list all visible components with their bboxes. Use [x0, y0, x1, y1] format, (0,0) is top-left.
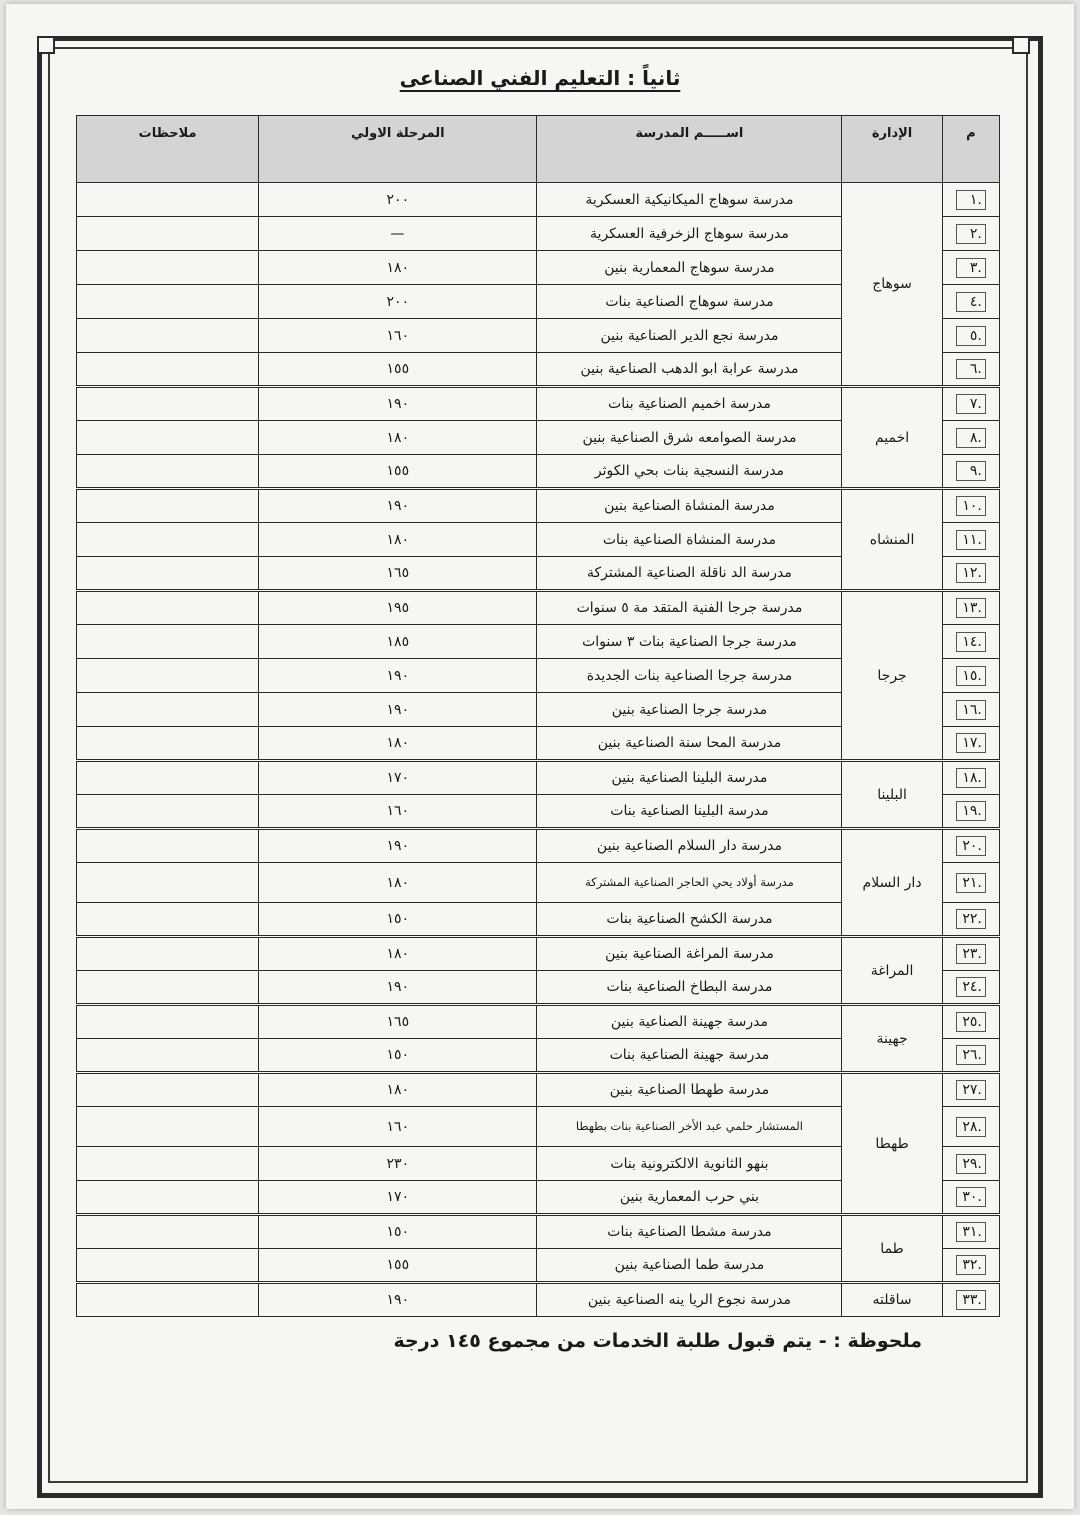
school-name: مدرسة اخميم الصناعية بنات	[537, 387, 842, 421]
stage-score: ١٨٠	[259, 251, 537, 285]
school-name: مدرسة دار السلام الصناعية بنين	[537, 829, 842, 863]
stage-score: ١٦٠	[259, 795, 537, 829]
table-row	[77, 1283, 1000, 1317]
notes-cell	[77, 1181, 259, 1215]
stage-score: ١٥٠	[259, 1215, 537, 1249]
row-number	[942, 971, 999, 1005]
row-number-box: .١٣	[956, 598, 986, 618]
school-name: مدرسة البطاخ الصناعية بنات	[537, 971, 842, 1005]
header-admin: الإدارة	[842, 116, 942, 183]
row-number-box: .٣	[956, 258, 986, 278]
admin-cell: دار السلام	[842, 829, 942, 937]
school-name: مدرسة سوهاج الصناعية بنات	[537, 285, 842, 319]
row-number	[942, 421, 999, 455]
row-number-box: .٢	[956, 224, 986, 244]
table-row	[77, 937, 1000, 971]
stage-score: ١٩٠	[259, 387, 537, 421]
notes-cell	[77, 387, 259, 421]
row-number-box: .٩	[956, 461, 986, 481]
row-number	[942, 557, 999, 591]
stage-score: ١٥٠	[259, 1039, 537, 1073]
stage-score: ١٦٥	[259, 1005, 537, 1039]
admin-cell: جهينة	[842, 1005, 942, 1073]
school-name: بني حرب المعمارية بنين	[537, 1181, 842, 1215]
school-name: مدرسة جرجا الصناعية بنات ٣ سنوات	[537, 625, 842, 659]
notes-cell	[77, 1005, 259, 1039]
row-number-box: .٢٨	[956, 1117, 986, 1137]
header-school: اســـــم المدرسة	[537, 116, 842, 183]
admin-cell: ساقلته	[842, 1283, 942, 1317]
row-number-box: .١٠	[956, 496, 986, 516]
row-number-box: .٣٠	[956, 1187, 986, 1207]
school-name: مدرسة جرجا الصناعية بنات الجديدة	[537, 659, 842, 693]
stage-score: ١٧٠	[259, 1181, 537, 1215]
row-number	[942, 795, 999, 829]
stage-score: ١٥٥	[259, 353, 537, 387]
stage-score: ١٦٠	[259, 1107, 537, 1147]
row-number	[942, 1039, 999, 1073]
stage-score: ١٩٠	[259, 489, 537, 523]
admin-cell: طما	[842, 1215, 942, 1283]
row-number-box: .٣١	[956, 1222, 986, 1242]
footer-note: ملحوظة : - يتم قبول طلبة الخدمات من مجموع ١٤٥ درجة	[393, 1330, 922, 1352]
row-number	[942, 455, 999, 489]
notes-cell	[77, 319, 259, 353]
school-name: مدرسة البلينا الصناعية بنات	[537, 795, 842, 829]
school-name: مدرسة البلينا الصناعية بنين	[537, 761, 842, 795]
row-number	[942, 1147, 999, 1181]
school-name: مدرسة النسجية بنات بحي الكوثر	[537, 455, 842, 489]
row-number-box: .١٢	[956, 563, 986, 583]
table-row	[77, 1005, 1000, 1039]
notes-cell	[77, 659, 259, 693]
stage-score: ١٨٥	[259, 625, 537, 659]
notes-cell	[77, 903, 259, 937]
row-number-box: .١	[956, 190, 986, 210]
school-name: مدرسة طهطا الصناعية بنين	[537, 1073, 842, 1107]
school-name: مدرسة سوهاج الميكانيكية العسكرية	[537, 183, 842, 217]
row-number-box: .٢٣	[956, 944, 986, 964]
stage-score: —	[259, 217, 537, 251]
row-number	[942, 1107, 999, 1147]
row-number-box: .٢٢	[956, 909, 986, 929]
notes-cell	[77, 863, 259, 903]
stage-score: ١٩٠	[259, 693, 537, 727]
stage-score: ٢٠٠	[259, 183, 537, 217]
row-number	[942, 903, 999, 937]
notes-cell	[77, 1107, 259, 1147]
notes-cell	[77, 421, 259, 455]
admin-cell: اخميم	[842, 387, 942, 489]
row-number	[942, 1249, 999, 1283]
notes-cell	[77, 795, 259, 829]
stage-score: ١٨٠	[259, 1073, 537, 1107]
table-header-row	[77, 116, 1000, 183]
stage-score: ٢٠٠	[259, 285, 537, 319]
notes-cell	[77, 591, 259, 625]
stage-score: ١٩٠	[259, 971, 537, 1005]
row-number	[942, 387, 999, 421]
row-number	[942, 625, 999, 659]
row-number	[942, 251, 999, 285]
table-row	[77, 489, 1000, 523]
school-name: مدرسة سوهاج الزخرفية العسكرية	[537, 217, 842, 251]
row-number	[942, 863, 999, 903]
row-number	[942, 937, 999, 971]
stage-score: ١٩٥	[259, 591, 537, 625]
row-number-box: .١٧	[956, 733, 986, 753]
row-number	[942, 659, 999, 693]
row-number	[942, 761, 999, 795]
row-number-box: .١٥	[956, 666, 986, 686]
stage-score: ١٥٠	[259, 903, 537, 937]
school-name: مدرسة عرابة ابو الدهب الصناعية بنين	[537, 353, 842, 387]
row-number-box: .٢٥	[956, 1012, 986, 1032]
table-row	[77, 761, 1000, 795]
row-number	[942, 353, 999, 387]
stage-score: ١٦٥	[259, 557, 537, 591]
row-number	[942, 319, 999, 353]
row-number-box: .٥	[956, 326, 986, 346]
stage-score: ١٧٠	[259, 761, 537, 795]
row-number	[942, 829, 999, 863]
row-number-box: .٢٤	[956, 977, 986, 997]
school-name: مدرسة سوهاج المعمارية بنين	[537, 251, 842, 285]
header-num: م	[942, 116, 999, 183]
header-stage: المرحلة الاولي	[259, 116, 537, 183]
row-number-box: .٢١	[956, 873, 986, 893]
notes-cell	[77, 727, 259, 761]
row-number	[942, 217, 999, 251]
table-row	[77, 829, 1000, 863]
school-name: مدرسة الكشح الصناعية بنات	[537, 903, 842, 937]
stage-score: ١٥٥	[259, 1249, 537, 1283]
row-number-box: .٦	[956, 359, 986, 379]
table-row	[77, 591, 1000, 625]
admin-cell: المراغة	[842, 937, 942, 1005]
row-number-box: .٣٢	[956, 1255, 986, 1275]
row-number-box: .٢٠	[956, 836, 986, 856]
stage-score: ١٨٠	[259, 421, 537, 455]
header-notes: ملاحظات	[77, 116, 259, 183]
schools-table	[76, 115, 1000, 1317]
stage-score: ١٨٠	[259, 863, 537, 903]
notes-cell	[77, 183, 259, 217]
school-name: مدرسة الصوامعه شرق الصناعية بنين	[537, 421, 842, 455]
admin-cell: طهطا	[842, 1073, 942, 1215]
school-name: مدرسة المحا سنة الصناعية بنين	[537, 727, 842, 761]
notes-cell	[77, 761, 259, 795]
notes-cell	[77, 1249, 259, 1283]
notes-cell	[77, 217, 259, 251]
row-number	[942, 1005, 999, 1039]
row-number-box: .٣٣	[956, 1290, 986, 1310]
school-name: مدرسة طما الصناعية بنين	[537, 1249, 842, 1283]
row-number-box: .٢٦	[956, 1045, 986, 1065]
table-row	[77, 1215, 1000, 1249]
stage-score: ١٩٠	[259, 1283, 537, 1317]
school-name: مدرسة جرجا الصناعية بنين	[537, 693, 842, 727]
notes-cell	[77, 829, 259, 863]
notes-cell	[77, 353, 259, 387]
notes-cell	[77, 557, 259, 591]
row-number	[942, 693, 999, 727]
admin-cell: البلينا	[842, 761, 942, 829]
notes-cell	[77, 251, 259, 285]
row-number-box: .١١	[956, 530, 986, 550]
school-name: مدرسة المنشاة الصناعية بنين	[537, 489, 842, 523]
notes-cell	[77, 285, 259, 319]
notes-cell	[77, 1073, 259, 1107]
stage-score: ١٨٠	[259, 937, 537, 971]
school-name: مدرسة جهينة الصناعية بنين	[537, 1005, 842, 1039]
notes-cell	[77, 489, 259, 523]
notes-cell	[77, 625, 259, 659]
notes-cell	[77, 1215, 259, 1249]
notes-cell	[77, 1147, 259, 1181]
table-body	[77, 183, 1000, 1317]
row-number	[942, 523, 999, 557]
row-number-box: .١٨	[956, 768, 986, 788]
stage-score: ١٩٠	[259, 659, 537, 693]
row-number	[942, 727, 999, 761]
page-title: ثانياً : التعليم الفني الصناعى	[399, 66, 681, 90]
school-name: المستشار حلمي عبد الأخر الصناعية بنات بطهطا	[537, 1107, 842, 1147]
row-number	[942, 591, 999, 625]
row-number	[942, 1181, 999, 1215]
row-number-box: .٧	[956, 394, 986, 414]
admin-cell: المنشاه	[842, 489, 942, 591]
notes-cell	[77, 523, 259, 557]
table-row	[77, 1073, 1000, 1107]
notes-cell	[77, 455, 259, 489]
school-name: بنهو الثانوية الالكترونية بنات	[537, 1147, 842, 1181]
school-name: مدرسة جهينة الصناعية بنات	[537, 1039, 842, 1073]
corner-ornament	[1012, 36, 1030, 54]
row-number-box: .٢٧	[956, 1080, 986, 1100]
admin-cell: جرجا	[842, 591, 942, 761]
stage-score: ١٥٥	[259, 455, 537, 489]
school-name: مدرسة مشطا الصناعية بنات	[537, 1215, 842, 1249]
school-name: مدرسة أولاد يحي الحاجر الصناعية المشتركة	[537, 863, 842, 903]
stage-score: ١٨٠	[259, 523, 537, 557]
admin-cell: سوهاج	[842, 183, 942, 387]
row-number-box: .٨	[956, 428, 986, 448]
row-number	[942, 1215, 999, 1249]
stage-score: ١٨٠	[259, 727, 537, 761]
stage-score: ١٦٠	[259, 319, 537, 353]
row-number	[942, 183, 999, 217]
stage-score: ٢٣٠	[259, 1147, 537, 1181]
table-row	[77, 183, 1000, 217]
row-number	[942, 489, 999, 523]
corner-ornament	[37, 36, 55, 54]
row-number	[942, 1283, 999, 1317]
notes-cell	[77, 937, 259, 971]
table-row	[77, 387, 1000, 421]
row-number-box: .٤	[956, 292, 986, 312]
school-name: مدرسة جرجا الفنية المتقد مة ٥ سنوات	[537, 591, 842, 625]
notes-cell	[77, 971, 259, 1005]
row-number-box: .١٦	[956, 700, 986, 720]
row-number	[942, 1073, 999, 1107]
row-number-box: .٢٩	[956, 1154, 986, 1174]
notes-cell	[77, 1039, 259, 1073]
school-name: مدرسة الد ناقلة الصناعية المشتركة	[537, 557, 842, 591]
school-name: مدرسة نجع الدير الصناعية بنين	[537, 319, 842, 353]
school-name: مدرسة المراغة الصناعية بنين	[537, 937, 842, 971]
row-number-box: .١٤	[956, 632, 986, 652]
notes-cell	[77, 1283, 259, 1317]
stage-score: ١٩٠	[259, 829, 537, 863]
row-number-box: .١٩	[956, 801, 986, 821]
school-name: مدرسة نجوع الريا ينه الصناعية بنين	[537, 1283, 842, 1317]
notes-cell	[77, 693, 259, 727]
school-name: مدرسة المنشاة الصناعية بنات	[537, 523, 842, 557]
row-number	[942, 285, 999, 319]
